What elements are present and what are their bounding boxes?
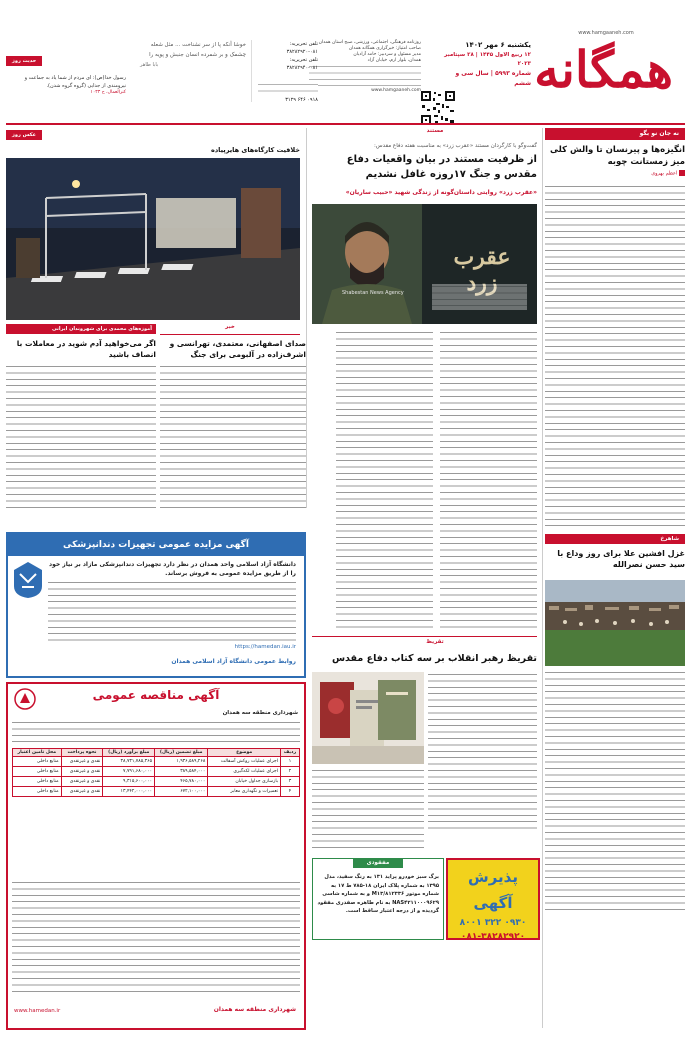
tender-col-header: مبلغ برآورد (ریال) bbox=[103, 749, 155, 757]
lead-title: از ظرفیت مستند در بیان واقعیات دفاع مقدس و جنگ ۱۷روزه غافل نشدیم bbox=[346, 154, 537, 180]
lost-ad-text: برگ سبز خودرو پراید ۱۳۱ به رنگ سفید، مدل ۱۳۹۵ به شماره پلاک ایران ۱۸-۷۸۵ ط ۱۷ به شماره موتور M۱۳/۸۱۲۳۳۶ و به شماره شاسی NAS۴۲۱۱۰۰۰۹۶۲۹ به نام طاهره صفدری مفقود گردیده و از درجه اعتبار ساقط است. bbox=[317, 874, 439, 914]
photo-day-tag: عکس روز bbox=[6, 130, 42, 140]
table-row: ۴ تعمیرات و نگهداری معابر ۶۷۲,۱۰۰,۰۰۰ ۱۳,۴۴۲,۰۰۰,۰۰۰ نقدی و غیرنقدی منابع داخلی bbox=[13, 787, 300, 797]
tender-table bbox=[12, 748, 300, 797]
photo-day-label-wrap bbox=[6, 130, 300, 140]
tender-col-header: محل تامین اعتبار bbox=[13, 749, 62, 757]
tender-col-header: نحوه پرداخت bbox=[61, 749, 103, 757]
poster-soldier-image bbox=[312, 204, 422, 324]
tender-ad-header: آگهی مناقصه عمومی bbox=[92, 688, 220, 702]
sport-title: غزل افشین علا برای روز وداع با سید حسن نصرالله bbox=[557, 549, 685, 569]
hadith-tag: حدیث روز bbox=[6, 56, 42, 66]
tender-col-header: ردیف bbox=[281, 749, 300, 757]
documentary-poster bbox=[312, 204, 537, 324]
news-title: صدای اصفهانی، معتمدی، تهرانسی و اشرف‌زاده در آلبومی برای جنگ bbox=[169, 339, 306, 359]
masthead-rule bbox=[6, 123, 685, 125]
lead-section-label: مستند bbox=[426, 128, 444, 134]
logo-text: همگانه bbox=[534, 40, 673, 99]
culture-body bbox=[6, 364, 156, 510]
tribute-body bbox=[428, 672, 537, 832]
poster-title: عقرب زرد bbox=[453, 244, 511, 296]
tender-col-header: مبلغ تضمین (ریال) bbox=[155, 749, 208, 757]
tribute-label: تقریظ bbox=[426, 639, 444, 645]
sport-section bbox=[545, 534, 685, 1034]
culture-title: اگر می‌خواهید آدم شوید در معاملات با انصاف باشید bbox=[16, 339, 156, 359]
tender-ad-footer: شهرداری منطقه سه همدان bbox=[213, 1006, 296, 1013]
logo-tagline: www.hamgaaneh.com bbox=[578, 30, 634, 36]
editorial-column bbox=[545, 128, 685, 532]
auction-ad-body: دانشگاه آزاد اسلامی واحد همدان در نظر دارد تجهیزات دندانپزشکی مازاد بر نیاز خود را از طریق مزایده عمومی به فروش برساند. bbox=[49, 561, 296, 577]
news-body bbox=[160, 364, 306, 510]
issue-line: شماره ۵۹۹۳ | سال سی و ششم bbox=[455, 70, 531, 87]
editorial-label: نه جان نو بگو bbox=[545, 128, 685, 140]
sport-label: شاهرخ bbox=[545, 534, 685, 544]
date-line: ۱۲ ربیع الاول ۱۴۴۵ | ۲۸ سپتامبر ۲۰۲۳ bbox=[444, 52, 531, 67]
logo bbox=[534, 40, 673, 106]
auction-ad-header: آگهی مزایده عمومی تجهیزات دندانپزشکی bbox=[8, 534, 304, 556]
day-line: یکشنبه ۶ مهر ۱۴۰۲ bbox=[465, 41, 531, 49]
tribute-body-2 bbox=[312, 768, 424, 852]
ad-reception-title: پذیرش آگهی bbox=[468, 868, 518, 912]
auction-ad-site: https://hamedan.iau.ir bbox=[234, 644, 296, 650]
hadith-box: حدیث روز رسول خدا(ص): ای مردم از شما یاد به جماعت و نیرومندی از جدایی (گروه گروه شدن). کنزالعمال، ح ۱۰۳۳ bbox=[6, 56, 126, 102]
lost-ad-label: مفقودی bbox=[353, 858, 403, 868]
lead-body-col1 bbox=[440, 330, 537, 630]
stadium-photo bbox=[545, 580, 685, 666]
news-label: خبر bbox=[225, 324, 235, 330]
auction-ad bbox=[6, 532, 306, 678]
tender-conditions bbox=[12, 880, 300, 996]
editorial-author: اعظم بهروی bbox=[545, 170, 685, 180]
lead-subtitle: «عقرب زرد» روایتی داستان‌گونه از زندگی شهید «حبیب ساریان» bbox=[345, 189, 537, 196]
sport-body bbox=[545, 670, 685, 910]
ad-reception-box bbox=[446, 858, 540, 940]
tender-ad-site: www.hamedan.ir bbox=[14, 1008, 61, 1014]
photo-day-caption: خلاقیت کارگاه‌های هایرپیاده bbox=[210, 146, 300, 154]
poem-quote: خوشا آنکه پا از سر نشناخت ... مثل شعله چشمک و بر شمرده انسان جنبش و پویه را بابا طاهر bbox=[140, 40, 252, 102]
sms-number: ۰۹۱۸ ۶۴۶ ۳۱۲۹ bbox=[285, 97, 318, 103]
lead-kicker: گفت‌وگو با کارگردان مستند «عقرب زرد» به مناسبت هفته دفاع مقدس: bbox=[374, 143, 537, 149]
lost-ad bbox=[312, 858, 444, 940]
culture-label: آموزه‌های محمدی برای شهروندان ایرانی bbox=[6, 324, 156, 334]
lead-body-col2 bbox=[336, 330, 433, 630]
phones-block: تلفن تحریریه: ۰۸۱-۳۸۲۸۲۹۲۰ تلفن تحریریه: ۰۸۱-۳۸۲۸۲۹۴۰ ۰۹۱۸ ۶۴۶ ۳۱۲۹ bbox=[258, 40, 318, 100]
table-row: ۲ اجرای عملیات لکه‌گیری ۳۸۹,۵۸۴,۰۰۰ ۷,۷۹۱,۶۸۰,۰۰۰ نقدی و غیرنقدی منابع داخلی bbox=[13, 767, 300, 777]
issue-date-block bbox=[437, 40, 531, 87]
tribute-title: تقریظ رهبر انقلاب بر سه کتاب دفاع مقدس bbox=[331, 653, 537, 664]
auction-ad-signature: روابط عمومی دانشگاه آزاد اسلامی همدان bbox=[171, 658, 296, 665]
tender-ad-org: شهرداری منطقه سه همدان bbox=[222, 710, 298, 716]
municipality-logo bbox=[14, 688, 36, 710]
ad-reception-phone2: ۰۸۱-۳۸۲۸۲۹۲۰ bbox=[460, 932, 526, 942]
editorial-title: انگیزه‌ها و پیرنسان تا والش کلی میز زمستانت چوبه bbox=[549, 145, 685, 167]
masthead bbox=[0, 0, 691, 112]
editorial-body bbox=[545, 184, 685, 530]
author-icon bbox=[679, 170, 685, 176]
book-covers-image bbox=[312, 672, 424, 764]
table-row: ۳ بازسازی جداول خیابان ۴۶۵,۷۸۰,۰۰۰ ۹,۳۱۵,۶۰۰,۰۰۰ نقدی و غیرنقدی منابع داخلی bbox=[13, 777, 300, 787]
photo-day-image bbox=[6, 158, 300, 320]
university-logo bbox=[12, 560, 44, 600]
tender-ad bbox=[6, 682, 306, 1030]
publisher-block: روزنامه فرهنگی، اجتماعی، ورزشی، صبح استان همدان صاحب امتیاز: خبرگزاری همگانه همدان مدیر مسئول و سردبیر: حامد آزادیان همدان، بلوار ارم، خیابان آزاد www.hamgaaneh.com bbox=[309, 40, 421, 108]
tender-col-header: موضوع bbox=[208, 749, 281, 757]
ad-reception-phone1: ۰۹۳۰ ۳۲۲ ۸۰۰۱ bbox=[459, 918, 527, 928]
table-row: ۱ اجرای عملیات روکش آسفالت ۱,۹۳۶,۵۸۹,۲۶۸ ۳۸,۷۳۱,۷۸۵,۳۶۵ نقدی و غیرنقدی منابع داخلی bbox=[13, 757, 300, 767]
qr-code-icon bbox=[420, 90, 456, 126]
poster-agency: Shabestan News Agency bbox=[342, 290, 404, 296]
